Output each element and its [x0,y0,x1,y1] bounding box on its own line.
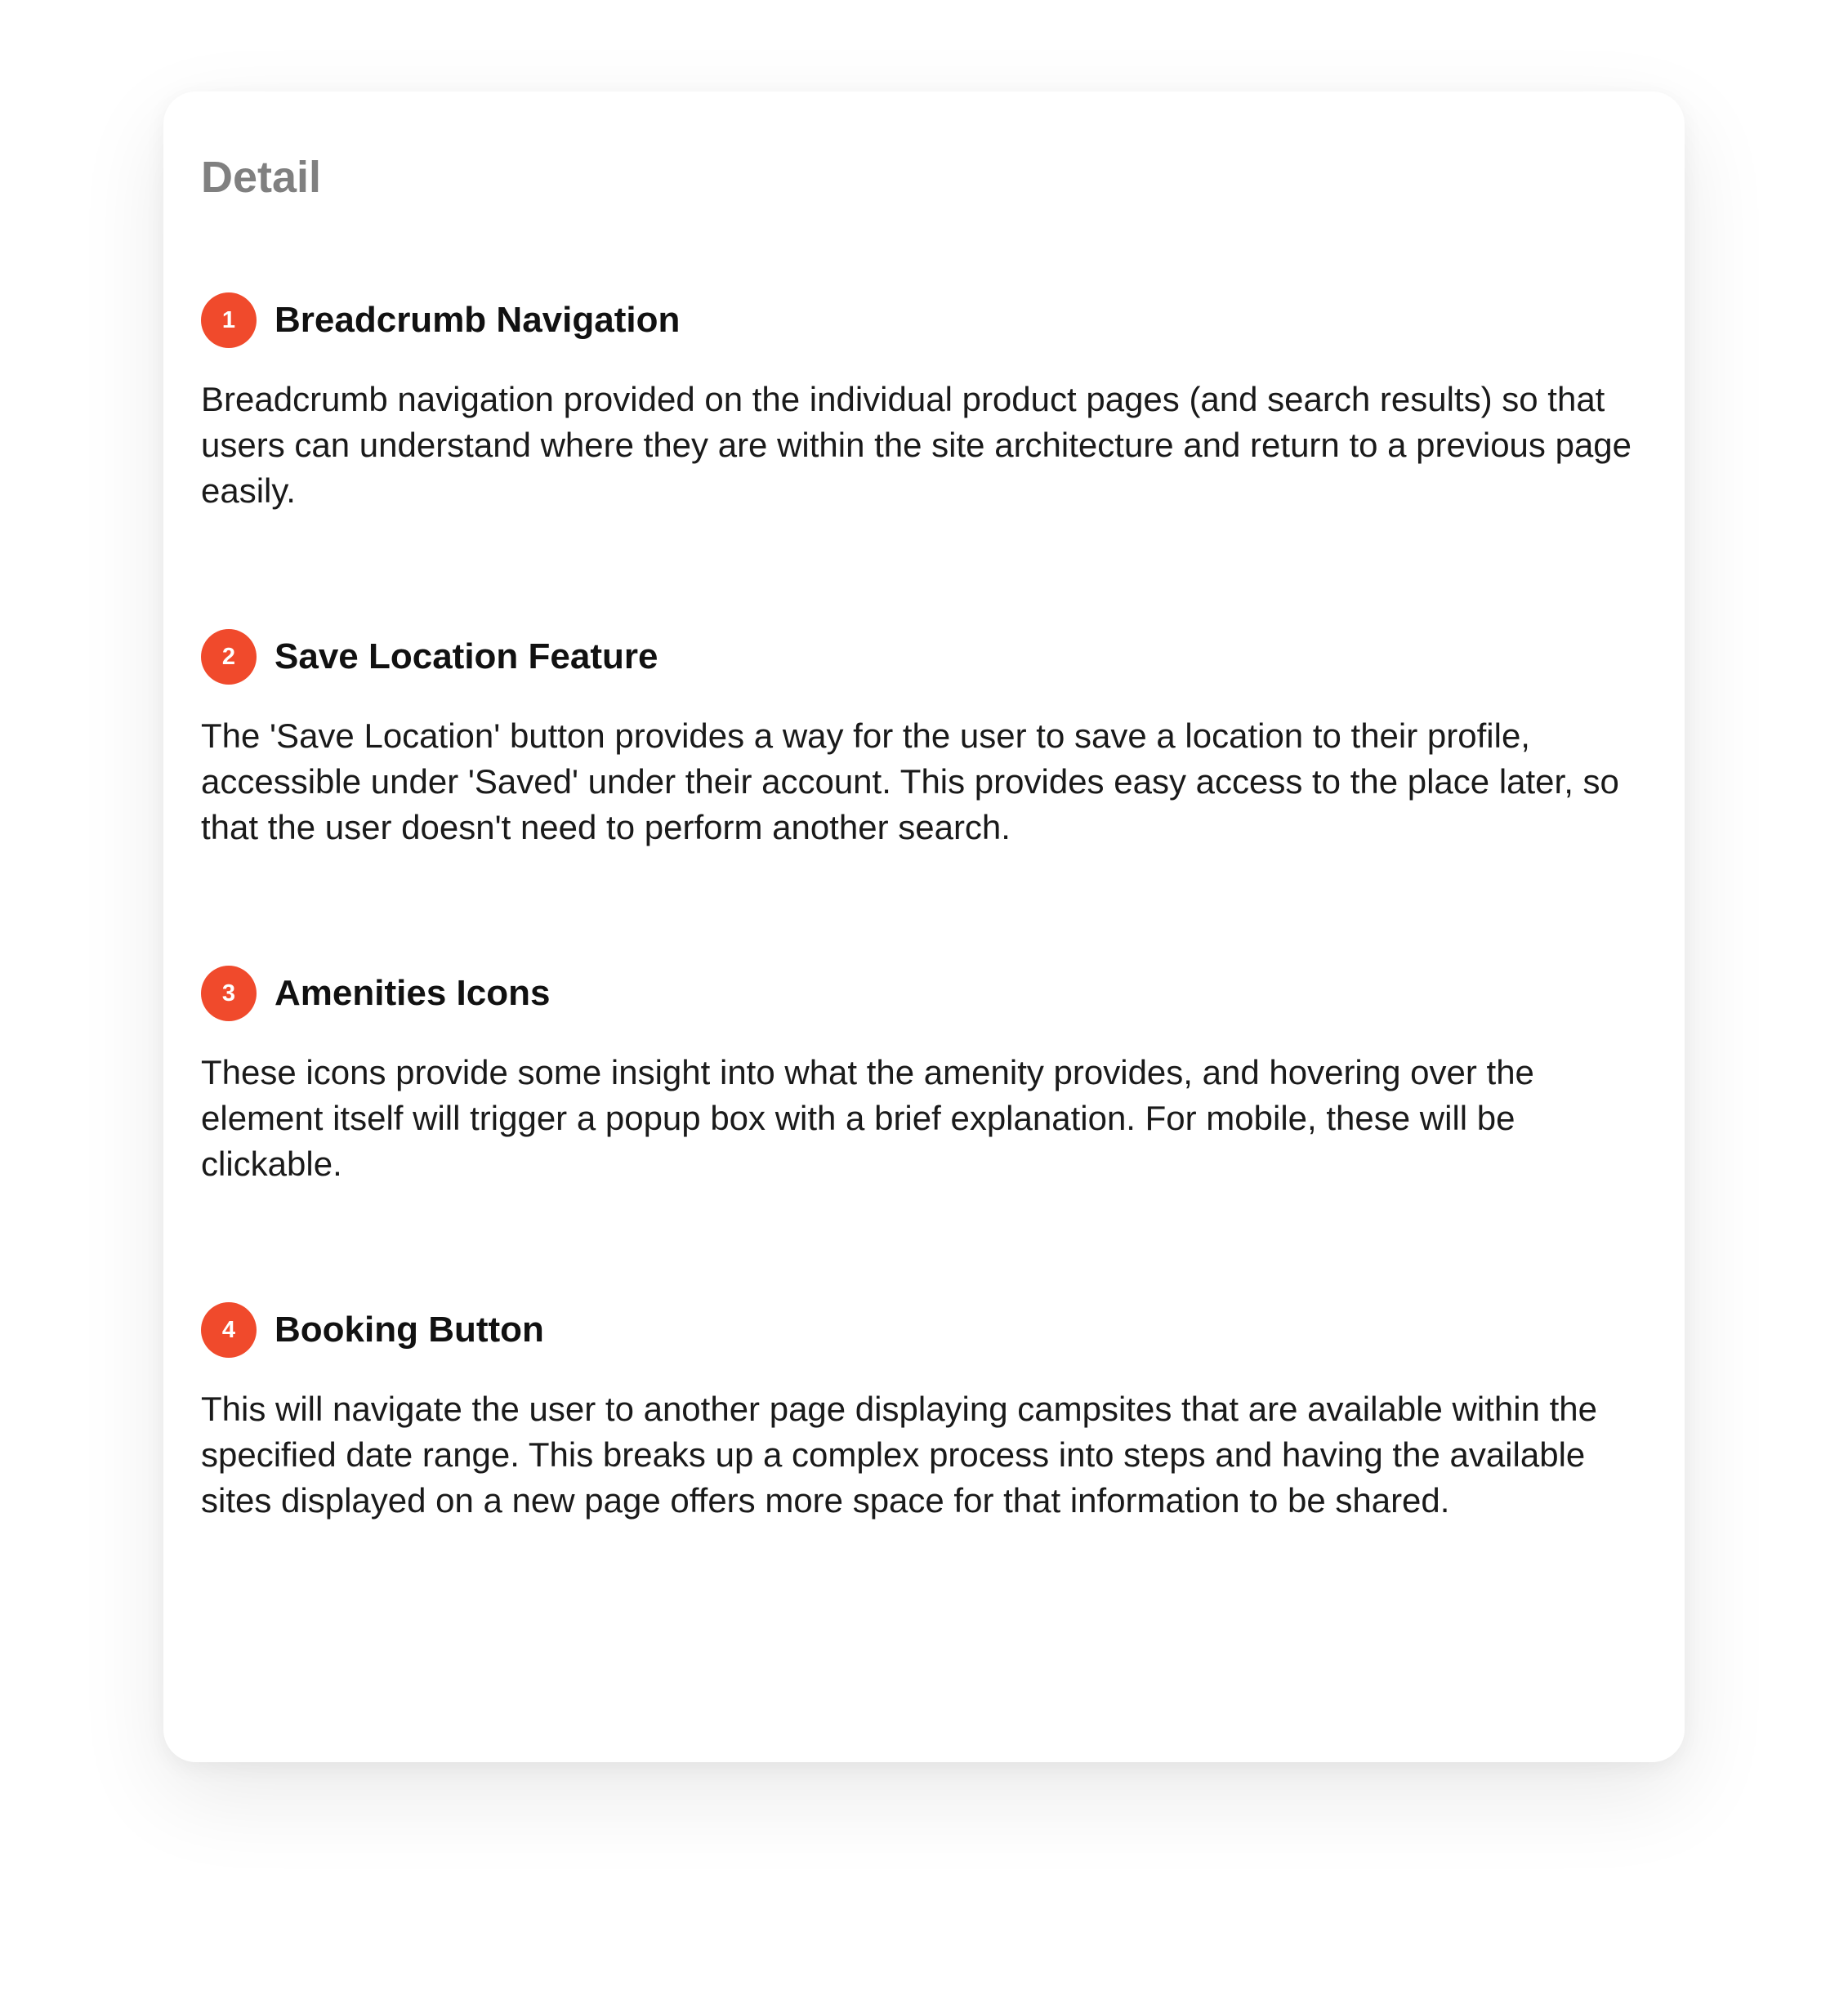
number-badge: 3 [201,966,257,1021]
number-badge: 4 [201,1302,257,1358]
section-title: Booking Button [275,1310,544,1350]
detail-section-breadcrumb-navigation [201,292,1647,514]
section-description: These icons provide some insight into what the amenity provides, and hovering over the element itself will trigger a popup box with a brief explanation. For mobile, these will be clickable. [201,1053,1534,1183]
section-header [201,1301,1647,1359]
detail-section-amenities-icons [201,965,1647,1187]
detail-section-save-location-feature [201,628,1647,850]
section-header [201,292,1647,349]
number-badge: 1 [201,292,257,348]
section-title: Amenities Icons [275,973,551,1013]
section-description: The 'Save Location' button provides a way for the user to save a location to their profile, accessible under 'Saved' under their account. This provides easy access to the place later, so that the user doesn't need to perform another search. [201,716,1619,846]
card-title: Detail [201,153,322,202]
number-badge: 2 [201,629,257,685]
section-description: Breadcrumb navigation provided on the individual product pages (and search results) so that users can understand where they are within the site architecture and return to a previous page easily. [201,380,1632,510]
section-header [201,965,1647,1022]
detail-card [163,91,1685,1762]
section-description: This will navigate the user to another page displaying campsites that are available within the specified date range. This breaks up a complex process into steps and having the available sites displayed on a new page offers more space for that information to be shared. [201,1390,1597,1520]
section-header [201,628,1647,685]
section-title: Save Location Feature [275,636,658,676]
section-title: Breadcrumb Navigation [275,300,681,340]
detail-section-booking-button [201,1301,1647,1524]
